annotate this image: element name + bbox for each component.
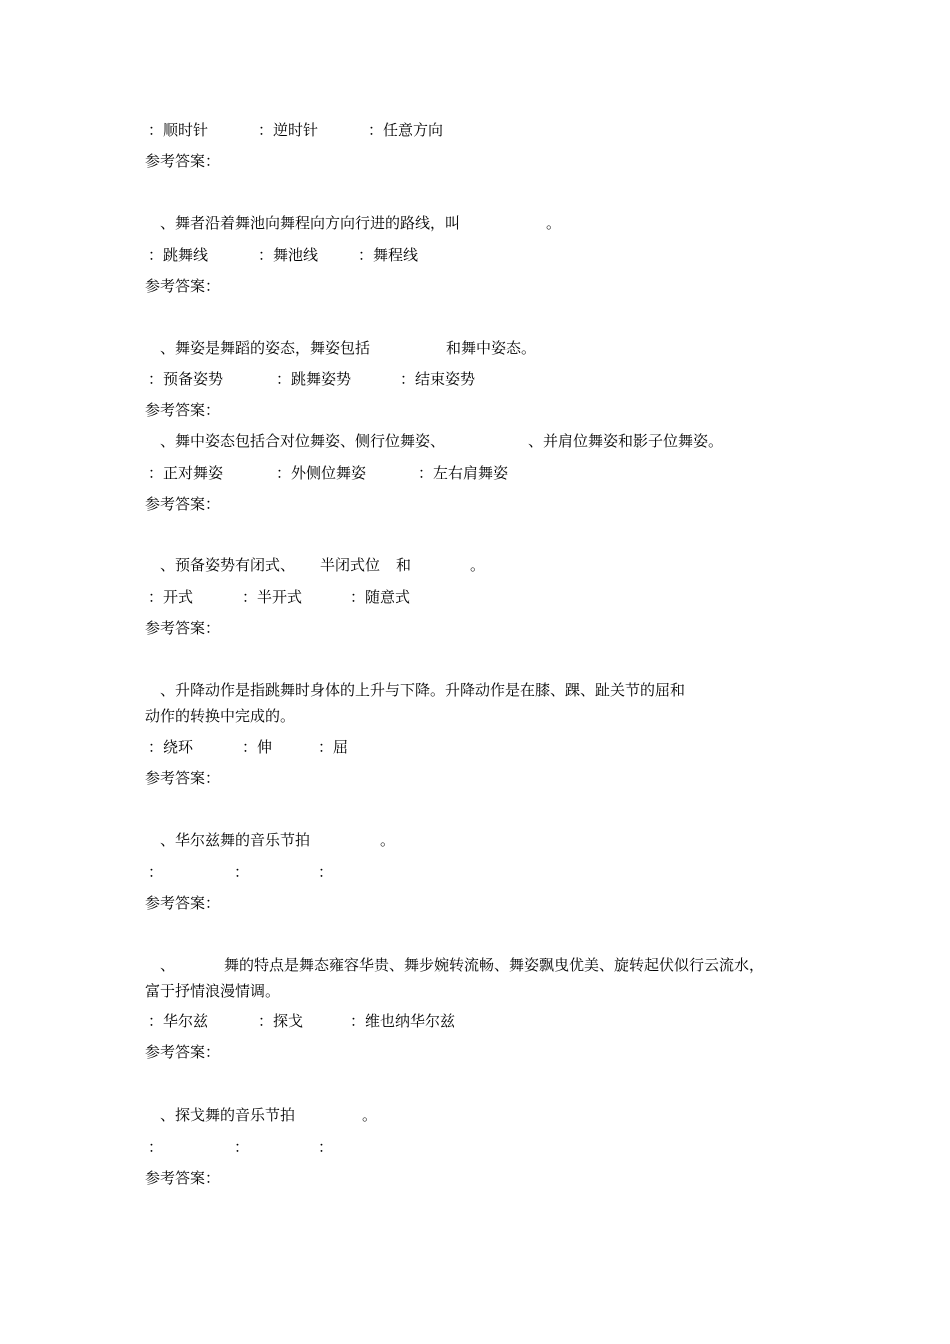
answer-label: 参考答案： xyxy=(145,1043,221,1061)
option-b: ：伸 xyxy=(242,738,273,756)
option-a: ：跳舞线 xyxy=(148,246,209,264)
option-a: ：开式 xyxy=(148,588,194,606)
option-b: ：跳舞姿势 xyxy=(276,370,352,388)
question-stem-end: 。 xyxy=(380,831,396,849)
answer-label: 参考答案： xyxy=(145,1169,221,1187)
question-stem: 、探戈舞的音乐节拍 xyxy=(160,1106,296,1124)
question-stem-line2: 动作的转换中完成的。 xyxy=(145,707,296,725)
answer-label: 参考答案： xyxy=(145,277,221,295)
option-b: ：逆时针 xyxy=(258,121,319,139)
option-a: ： xyxy=(148,863,164,881)
question-stem-end: 。 xyxy=(470,556,486,574)
question-stem-end: 。 xyxy=(362,1106,378,1124)
option-c: ：结束姿势 xyxy=(400,370,476,388)
option-a: ：正对舞姿 xyxy=(148,464,224,482)
option-b: ： xyxy=(234,1138,250,1156)
question-stem-and: 和 xyxy=(396,556,412,574)
option-a: ：预备姿势 xyxy=(148,370,224,388)
option-c: ：任意方向 xyxy=(368,121,444,139)
question-stem: 、华尔兹舞的音乐节拍 xyxy=(160,831,311,849)
question-stem-line2: 富于抒情浪漫情调。 xyxy=(145,982,281,1000)
question-stem-prefix: 、 xyxy=(160,956,176,974)
option-a: ：华尔兹 xyxy=(148,1012,209,1030)
question-stem: 、舞中姿态包括合对位舞姿、侧行位舞姿、 xyxy=(160,432,446,450)
answer-label: 参考答案： xyxy=(145,401,221,419)
question-stem: 、舞者沿着舞池向舞程向方向行进的路线，叫 xyxy=(160,214,461,232)
option-c: ： xyxy=(318,1138,334,1156)
question-stem-end: 和舞中姿态。 xyxy=(446,339,537,357)
option-a: ：顺时针 xyxy=(148,121,209,139)
answer-label: 参考答案： xyxy=(145,894,221,912)
answer-label: 参考答案： xyxy=(145,619,221,637)
option-c: ：维也纳华尔兹 xyxy=(350,1012,456,1030)
question-stem: 、升降动作是指跳舞时身体的上升与下降。升降动作是在膝、踝、趾关节的屈和 xyxy=(160,681,686,699)
option-b: ：外侧位舞姿 xyxy=(276,464,367,482)
question-stem-end: 、并肩位舞姿和影子位舞姿。 xyxy=(528,432,724,450)
option-b: ：舞池线 xyxy=(258,246,319,264)
option-a: ：绕环 xyxy=(148,738,194,756)
question-stem-mid: 半闭式位 xyxy=(320,556,381,574)
question-stem-end: 。 xyxy=(546,214,562,232)
option-b: ：探戈 xyxy=(258,1012,304,1030)
option-c: ：屈 xyxy=(318,738,349,756)
option-c: ：舞程线 xyxy=(358,246,419,264)
option-c: ：左右肩舞姿 xyxy=(418,464,509,482)
option-b: ：半开式 xyxy=(242,588,303,606)
option-b: ： xyxy=(234,863,250,881)
question-stem: 、舞姿是舞蹈的姿态，舞姿包括 xyxy=(160,339,371,357)
question-stem: 舞的特点是舞态雍容华贵、舞步婉转流畅、舞姿飘曳优美、旋转起伏似行云流水， xyxy=(224,956,765,974)
answer-label: 参考答案： xyxy=(145,769,221,787)
question-stem: 、预备姿势有闭式、 xyxy=(160,556,296,574)
option-c: ： xyxy=(318,863,334,881)
option-c: ：随意式 xyxy=(350,588,411,606)
answer-label: 参考答案： xyxy=(145,152,221,170)
answer-label: 参考答案： xyxy=(145,495,221,513)
option-a: ： xyxy=(148,1138,164,1156)
